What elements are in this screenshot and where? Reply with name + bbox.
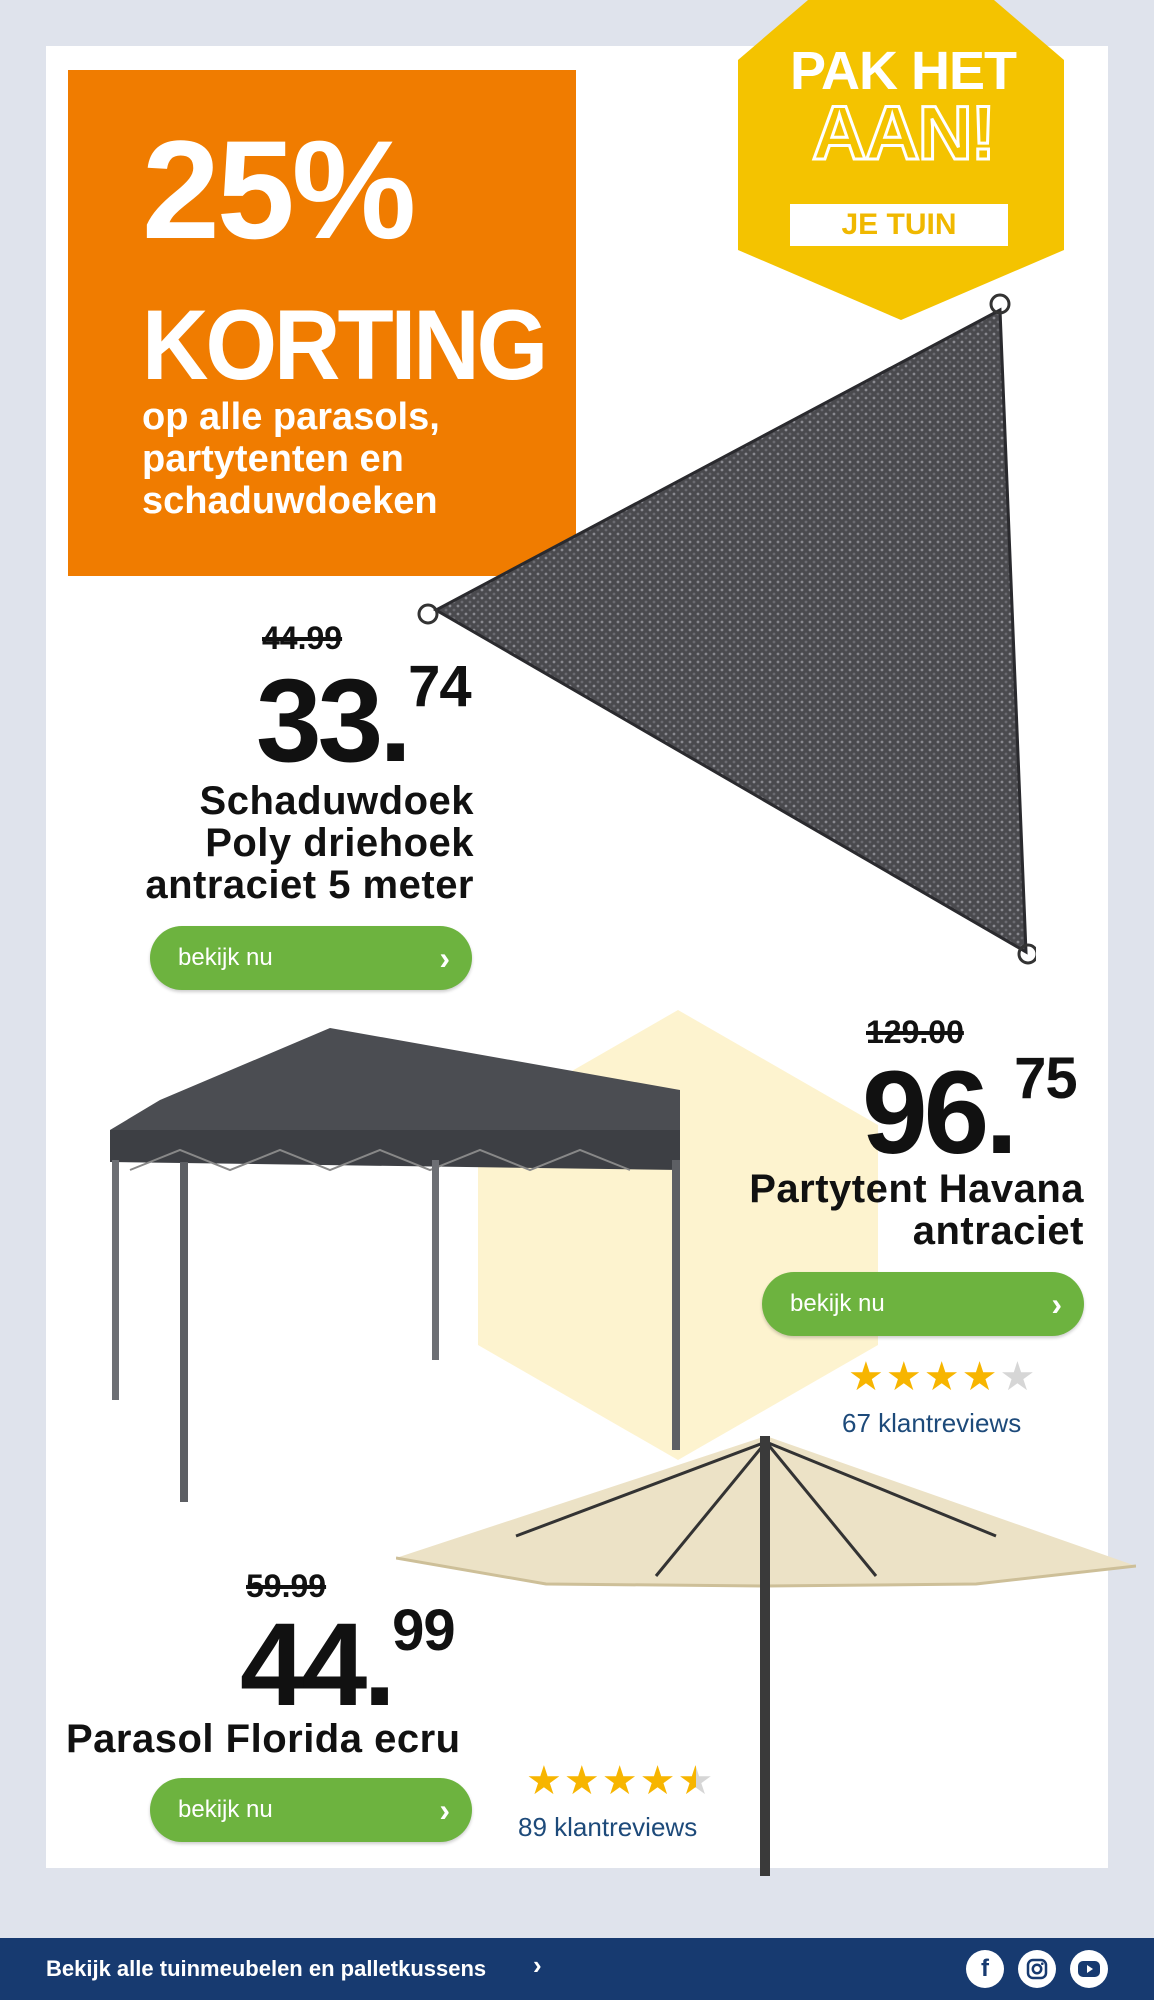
old-price: 59.99 xyxy=(246,1568,327,1604)
parasol-image xyxy=(396,1436,1136,1876)
youtube-icon[interactable] xyxy=(1070,1950,1108,1988)
badge-subtitle: JE TUIN xyxy=(790,204,1008,246)
old-price: 129.00 xyxy=(866,1014,964,1050)
view-product-button[interactable]: bekijk nu › xyxy=(150,926,472,990)
product-name: Schaduwdoek Poly driehoek antraciet 5 meter xyxy=(145,779,474,907)
discount-subtitle: op alle parasols, partytenten en schaduwdoeken xyxy=(142,396,440,522)
shade-sail-image xyxy=(416,292,1036,972)
chevron-right-icon[interactable]: › xyxy=(533,1950,542,1980)
star-icon: ★ xyxy=(639,1759,678,1803)
discount-label: KORTING xyxy=(142,290,546,401)
star-rating xyxy=(526,1758,715,1804)
star-icon: ★ xyxy=(563,1759,602,1803)
star-icon: ★ xyxy=(999,1355,1038,1399)
star-icon: ★ xyxy=(961,1355,1000,1399)
discount-percent: 25% xyxy=(142,111,414,268)
facebook-icon[interactable]: f xyxy=(966,1950,1004,1988)
footer-link[interactable]: Bekijk alle tuinmeubelen en palletkussens xyxy=(46,1956,487,1981)
star-icon: ★ xyxy=(848,1355,886,1399)
price: 96.75 xyxy=(862,1046,1077,1179)
star-icon: ★ xyxy=(923,1355,962,1399)
instagram-icon[interactable] xyxy=(1018,1950,1056,1988)
price: 44.99 xyxy=(240,1598,455,1731)
footer-bar xyxy=(0,1938,1154,2000)
product-name: Partytent Havana antraciet xyxy=(749,1167,1084,1253)
badge-title: PAK HET xyxy=(790,41,1017,101)
price: 33.74 xyxy=(256,654,471,787)
chevron-right-icon: › xyxy=(439,940,450,976)
chevron-right-icon: › xyxy=(1051,1286,1062,1322)
star-icon: ★ xyxy=(601,1759,640,1803)
star-rating xyxy=(848,1354,1037,1400)
star-icon: ★ xyxy=(526,1759,564,1803)
review-count[interactable]: 89 klantreviews xyxy=(518,1812,698,1842)
star-half-icon: ★ xyxy=(677,1759,716,1803)
chevron-right-icon: › xyxy=(439,1792,450,1828)
view-product-button[interactable]: bekijk nu › xyxy=(762,1272,1084,1336)
star-icon: ★ xyxy=(885,1355,924,1399)
review-count[interactable]: 67 klantreviews xyxy=(842,1408,1022,1438)
product-name: Parasol Florida ecru xyxy=(66,1717,461,1761)
old-price: 44.99 xyxy=(262,620,343,656)
badge-title-outline: AAN! xyxy=(812,91,994,176)
view-product-button[interactable]: bekijk nu › xyxy=(150,1778,472,1842)
